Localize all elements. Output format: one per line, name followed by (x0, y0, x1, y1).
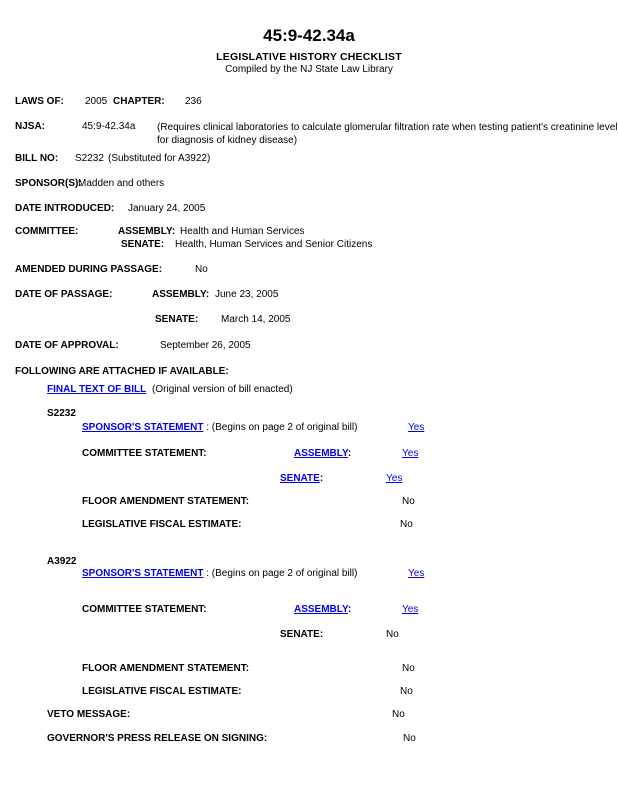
a3922-floor-amendment-value: No (402, 663, 415, 674)
committee-assembly-label: ASSEMBLY: (118, 226, 176, 237)
s2232-sponsors-statement-note: : (Begins on page 2 of original bill) (206, 422, 358, 433)
s2232-floor-amendment-label: FLOOR AMENDMENT STATEMENT: (82, 496, 250, 507)
committee-assembly-value: Health and Human Services (180, 226, 305, 237)
s2232-committee-senate-link[interactable]: SENATE (280, 473, 320, 484)
s2232-committee-assembly-link[interactable]: ASSEMBLY (294, 448, 348, 459)
a3922-fiscal-estimate-label: LEGISLATIVE FISCAL ESTIMATE: (82, 686, 242, 697)
date-of-approval-label: DATE OF APPROVAL: (15, 340, 119, 351)
s2232-committee-assembly-yes-link[interactable]: Yes (402, 448, 419, 459)
bill-no-value: S2232 (75, 153, 104, 164)
s2232-fiscal-estimate-value: No (400, 519, 413, 530)
laws-of-value: 2005 (85, 96, 108, 107)
committee-senate-label: SENATE: (121, 239, 165, 250)
a3922-sponsors-statement-note: : (Begins on page 2 of original bill) (206, 568, 358, 579)
a3922-committee-statement-label: COMMITTEE STATEMENT: (82, 604, 207, 615)
governors-press-release-value: No (403, 733, 416, 744)
a3922-committee-assembly-yes-link[interactable]: Yes (402, 604, 419, 615)
a3922-sponsors-statement-link[interactable]: SPONSOR'S STATEMENT (82, 568, 204, 579)
a3922-committee-senate-label: SENATE: (280, 629, 324, 640)
document-title: LEGISLATIVE HISTORY CHECKLIST (216, 51, 402, 63)
amended-label: AMENDED DURING PASSAGE: (15, 264, 163, 275)
s2232-sponsors-statement-link[interactable]: SPONSOR'S STATEMENT (82, 422, 204, 433)
date-of-passage-label: DATE OF PASSAGE: (15, 289, 113, 300)
s2232-committee-senate-yes-link[interactable]: Yes (386, 473, 403, 484)
a3922-committee-senate-value: No (386, 629, 399, 640)
njsa-label: NJSA: (15, 121, 46, 132)
bill-no-label: BILL NO: (15, 153, 59, 164)
chapter-label: CHAPTER: (113, 96, 165, 107)
amended-value: No (195, 264, 208, 275)
s2232-committee-statement-label: COMMITTEE STATEMENT: (82, 448, 207, 459)
s2232-fiscal-estimate-label: LEGISLATIVE FISCAL ESTIMATE: (82, 519, 242, 530)
date-of-approval-value: September 26, 2005 (160, 340, 251, 351)
final-text-of-bill-note: (Original version of bill enacted) (152, 384, 293, 395)
sponsors-value: Madden and others (78, 178, 165, 189)
chapter-value: 236 (185, 96, 202, 107)
attachments-heading: FOLLOWING ARE ATTACHED IF AVAILABLE: (15, 366, 229, 377)
bill-no-note: (Substituted for A3922) (108, 153, 211, 164)
passage-senate-label: SENATE: (155, 314, 199, 325)
a3922-bill-heading: A3922 (47, 556, 77, 567)
veto-message-value: No (392, 709, 405, 720)
committee-label: COMMITTEE: (15, 226, 79, 237)
date-introduced-label: DATE INTRODUCED: (15, 203, 115, 214)
s2232-committee-assembly-colon: : (347, 448, 352, 459)
s2232-floor-amendment-value: No (402, 496, 415, 507)
document-subtitle: Compiled by the NJ State Law Library (225, 64, 393, 75)
a3922-sponsors-statement-yes-link[interactable]: Yes (408, 568, 425, 579)
passage-senate-value: March 14, 2005 (221, 314, 291, 325)
laws-of-label: LAWS OF: (15, 96, 64, 107)
a3922-floor-amendment-label: FLOOR AMENDMENT STATEMENT: (82, 663, 250, 674)
s2232-sponsors-statement-yes-link[interactable]: Yes (408, 422, 425, 433)
committee-senate-value: Health, Human Services and Senior Citizens (175, 239, 373, 250)
passage-assembly-label: ASSEMBLY: (152, 289, 210, 300)
njsa-description: (Requires clinical laboratories to calculate glomerular filtration rate when testing patient's creatinine level for diagnosis of kidney disease) (157, 122, 618, 146)
njsa-value: 45:9-42.34a (82, 121, 136, 132)
sponsors-label: SPONSOR(S): (15, 178, 82, 189)
veto-message-label: VETO MESSAGE: (47, 709, 131, 720)
governors-press-release-label: GOVERNOR'S PRESS RELEASE ON SIGNING: (47, 733, 268, 744)
s2232-bill-heading: S2232 (47, 408, 76, 419)
date-introduced-value: January 24, 2005 (128, 203, 206, 214)
statute-number: 45:9-42.34a (263, 26, 355, 45)
passage-assembly-value: June 23, 2005 (215, 289, 279, 300)
s2232-committee-senate-colon: : (319, 473, 324, 484)
a3922-committee-assembly-link[interactable]: ASSEMBLY (294, 604, 348, 615)
a3922-fiscal-estimate-value: No (400, 686, 413, 697)
a3922-committee-assembly-colon: : (347, 604, 352, 615)
final-text-of-bill-link[interactable]: FINAL TEXT OF BILL (47, 384, 147, 395)
